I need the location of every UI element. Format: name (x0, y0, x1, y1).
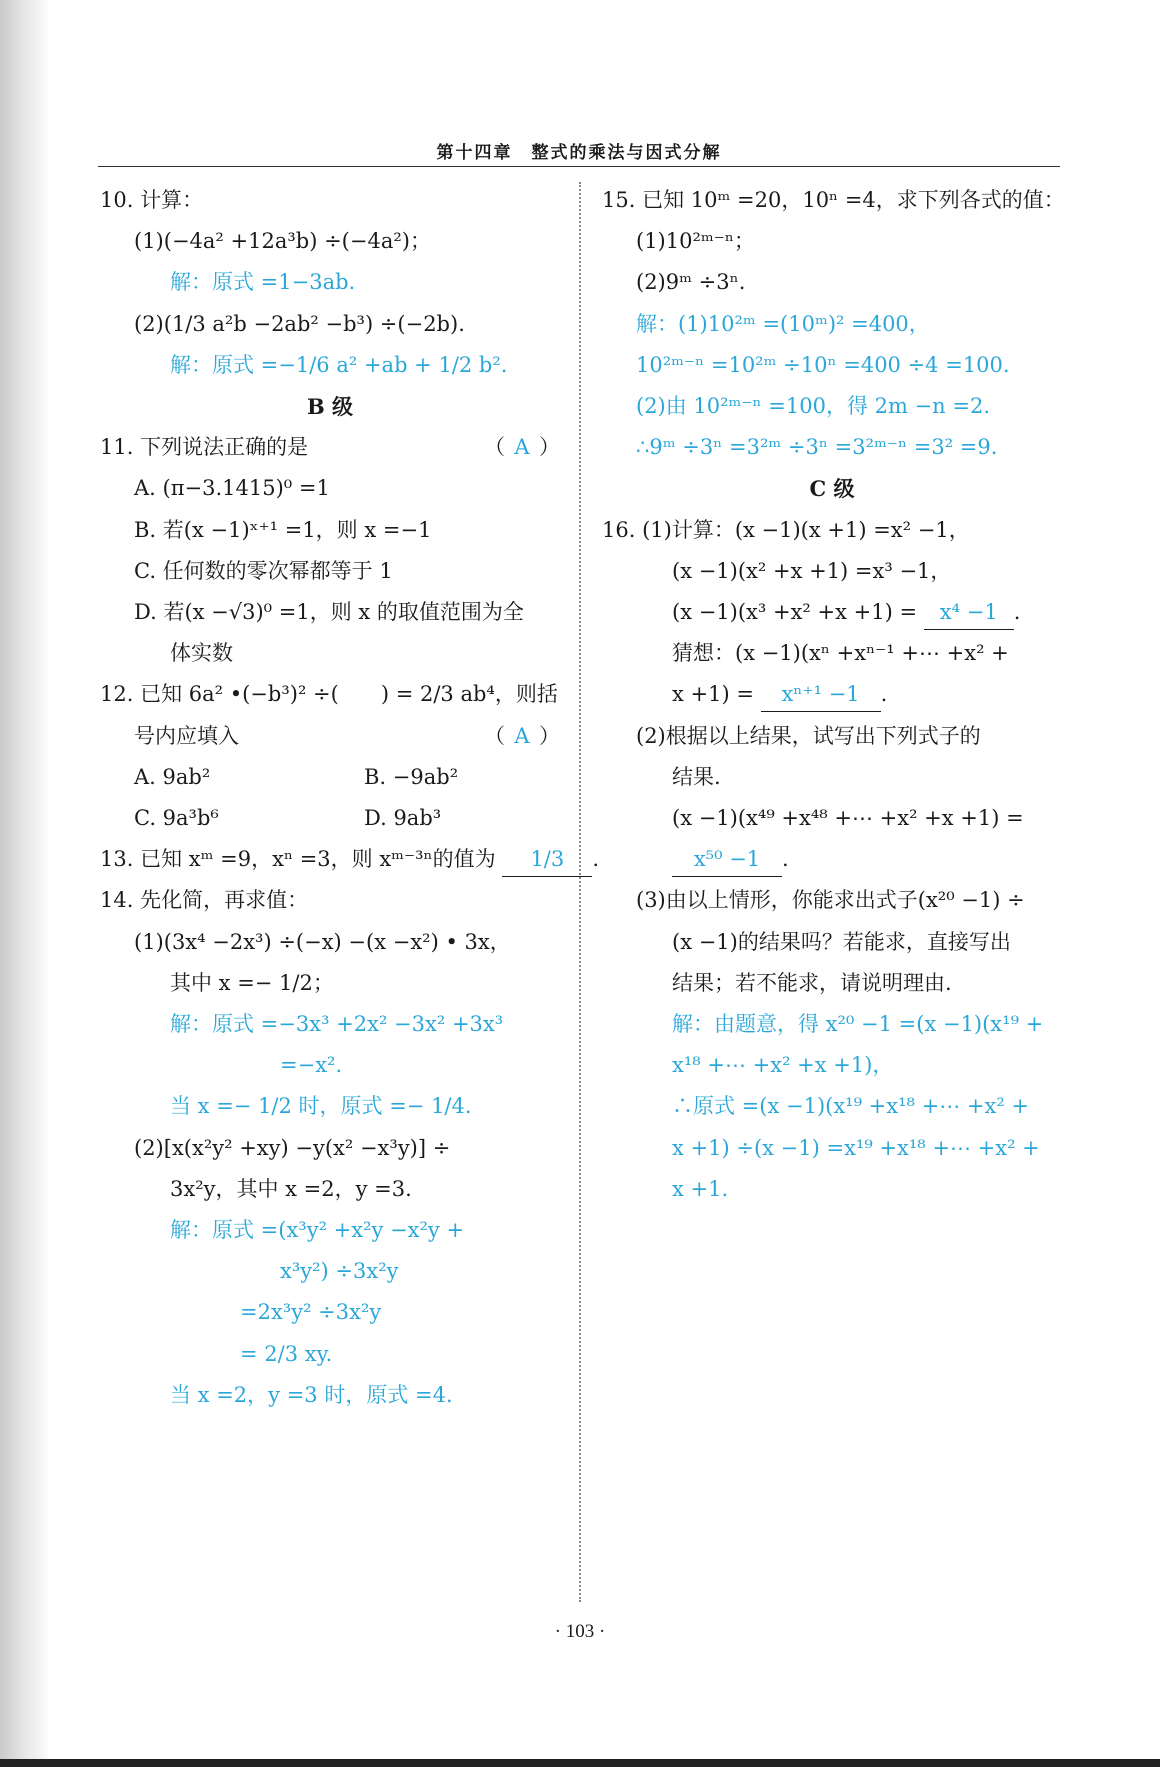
q14-line: 当 x =− 1/2 时，原式 =− 1/4. (170, 1094, 472, 1119)
q12-options-row1 (100, 757, 560, 798)
q16-part2-line: (2)根据以上结果，试写出下列式子的 (636, 723, 981, 748)
q16-fill2-answer: xⁿ⁺¹ −1 (761, 677, 881, 712)
q16-guess: 猜想：(x −1)(xⁿ +xⁿ⁻¹ +⋯ +x² + (672, 641, 1009, 666)
q16-fill3-answer: x⁵⁰ −1 (672, 842, 782, 877)
q11-option-line: A. (π−3.1415)⁰ =1 (134, 476, 330, 501)
page-edge-shadow (0, 0, 48, 1767)
q16-part2-line: (x −1)(x⁴⁹ +x⁴⁸ +⋯ +x² +x +1) = (672, 806, 1024, 831)
page-number: · 103 · (554, 1621, 606, 1642)
q11-option-line: 体实数 (170, 641, 233, 666)
q12-line1: 12. 已知 6a² •(−b³)² ÷( ) = 2/3 ab⁴，则括 (100, 682, 558, 707)
q14-line: 解：原式 =−3x³ +2x² −3x² +3x³ (170, 1012, 504, 1037)
q14-line: (2)[x(x²y² +xy) −y(x² −x³y)] ÷ (134, 1135, 451, 1160)
bottom-bar (0, 1759, 1160, 1767)
q14-line: = 2/3 xy. (240, 1341, 333, 1366)
q15-line: 10²ᵐ⁻ⁿ =10²ᵐ ÷10ⁿ =400 ÷4 =100. (636, 352, 1010, 377)
q16-fill2: x +1) = xⁿ⁺¹ −1 . (602, 674, 1062, 715)
q12-answer: A (514, 723, 530, 748)
q15-line: (x −1)(x² +x +1) =x³ −1， (672, 558, 952, 583)
q10-line: 10. 计算： (100, 188, 204, 212)
q15-line: C 级 (809, 476, 855, 502)
chapter-title: 第十四章 整式的乘法与因式分解 (436, 143, 722, 163)
q15-line: (2)9ᵐ ÷3ⁿ. (636, 270, 746, 295)
q11-stem (100, 427, 560, 468)
q15-line: 解：(1)10²ᵐ =(10ᵐ)² =400， (636, 311, 930, 336)
q15-line: ∴9ᵐ ÷3ⁿ =3²ᵐ ÷3ⁿ =3²ᵐ⁻ⁿ =3² =9. (636, 435, 998, 460)
q14-line: 当 x =2，y =3 时，原式 =4. (170, 1382, 453, 1407)
q10-line: (1)(−4a² +12a³b) ÷(−4a²)； (134, 229, 431, 254)
q12-option-a: A. 9ab² (134, 764, 211, 789)
q11-text: 11. 下列说法正确的是 (100, 435, 309, 460)
q16-fill1-answer: x⁴ −1 (924, 595, 1014, 630)
q16-fill1-prefix: (x −1)(x³ +x² +x +1) = (672, 600, 918, 625)
q11-option-line: B. 若(x −1)ˣ⁺¹ =1，则 x =−1 (134, 517, 432, 542)
q16-part3-line: 解：由题意，得 x²⁰ −1 =(x −1)(x¹⁹ + (672, 1012, 1044, 1037)
q15-line: 15. 已知 10ᵐ =20，10ⁿ =4，求下列各式的值： (602, 188, 1065, 212)
q13: 13. 已知 xᵐ =9，xⁿ =3，则 xᵐ⁻³ⁿ的值为 1/3 . (100, 839, 560, 880)
q16-part2-line: 结果. (672, 764, 721, 789)
q14-line: x³y²) ÷3x²y (280, 1259, 399, 1284)
q16-part3 (602, 880, 1062, 1210)
q12-options-row2 (100, 798, 560, 839)
q16-part3-line: x +1) ÷(x −1) =x¹⁹ +x¹⁸ +⋯ +x² + (672, 1135, 1040, 1160)
q15-block (602, 180, 1065, 592)
right-column (602, 180, 1065, 1210)
q15-line: (2)由 10²ᵐ⁻ⁿ =100，得 2m −n =2. (636, 394, 991, 419)
q16-fill3: x⁵⁰ −1 . (602, 839, 1062, 880)
q16-fill2-prefix: x +1) = (672, 682, 754, 707)
q12-answer-paren: （ A ） (484, 716, 560, 757)
q15-line: (1)10²ᵐ⁻ⁿ； (636, 229, 755, 254)
q12-line2 (100, 716, 560, 757)
q10-line: (2)(1/3 a²b −2ab² −b³) ÷(−2b). (134, 311, 465, 336)
q14-line: 3x²y，其中 x =2，y =3. (170, 1176, 412, 1201)
column-divider (579, 182, 581, 1602)
q16-part2 (602, 716, 1062, 840)
q11-option-line: C. 任何数的零次幂都等于 1 (134, 558, 393, 583)
q14-line: (1)(3x⁴ −2x³) ÷(−x) −(x −x²) • 3x， (134, 929, 511, 954)
q16-part3-line: 结果；若不能求，请说明理由. (672, 970, 952, 995)
q16-part3-line: (x −1)的结果吗？若能求，直接写出 (672, 929, 1011, 954)
q16-part3-line: (3)由以上情形，你能求出式子(x²⁰ −1) ÷ (636, 888, 1025, 913)
q14-block (100, 880, 560, 1416)
left-column (100, 180, 600, 1416)
chapter-header (98, 136, 1060, 167)
q11-option-line: D. 若(x −√3)⁰ =1，则 x 的取值范围为全 (134, 600, 524, 625)
q13-answer-blank: 1/3 (502, 842, 592, 877)
q14-line: 解：原式 =(x³y² +x²y −x²y + (170, 1218, 465, 1243)
q14-line: 14. 先化简，再求值： (100, 888, 309, 913)
q12-option-b: B. −9ab² (364, 764, 459, 789)
q14-line: 其中 x =− 1/2； (170, 970, 334, 995)
q11-answer: A (514, 435, 530, 460)
q11-options (100, 468, 560, 674)
q16-part3-line: ∴原式 =(x −1)(x¹⁹ +x¹⁸ +⋯ +x² + (672, 1094, 1030, 1119)
q10-block (100, 180, 560, 427)
q16-part3-line: x +1. (672, 1176, 729, 1201)
q11-answer-paren: （ A ） (484, 427, 560, 468)
q13-text: 13. 已知 xᵐ =9，xⁿ =3，则 xᵐ⁻³ⁿ的值为 (100, 847, 496, 872)
q10-line: 解：原式 =1−3ab. (170, 270, 356, 295)
q14-line: =−x². (280, 1053, 343, 1078)
q10-line: 解：原式 =−1/6 a² +ab + 1/2 b². (170, 352, 508, 377)
q12-option-d: D. 9ab³ (364, 806, 442, 831)
q16-fill1: (x −1)(x³ +x² +x +1) = x⁴ −1 . (602, 592, 1062, 633)
q15-line: 16. (1)计算：(x −1)(x +1) =x² −1， (602, 517, 970, 542)
q14-line: =2x³y² ÷3x²y (240, 1300, 382, 1325)
q12-line2-text: 号内应填入 (134, 723, 239, 748)
q16-part3-line: x¹⁸ +⋯ +x² +x +1)， (672, 1053, 894, 1078)
q10-line: B 级 (306, 394, 354, 420)
q12-option-c: C. 9a³b⁶ (134, 806, 219, 831)
